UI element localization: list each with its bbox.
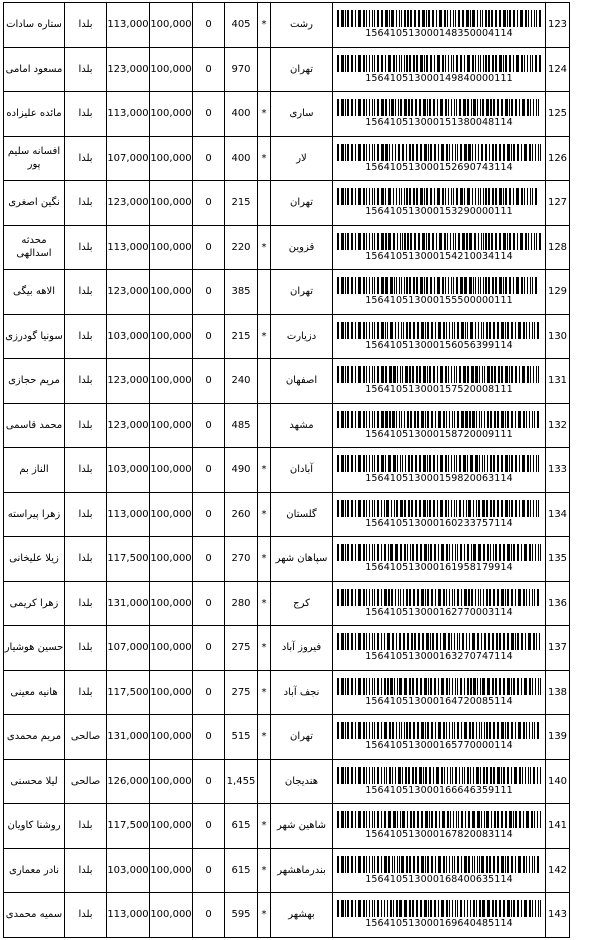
zero-value-cell: 0 xyxy=(193,848,225,893)
barcode-number: 156410513000159820063114 xyxy=(365,473,513,485)
barcode-cell xyxy=(333,804,546,849)
code-cell: 215 xyxy=(225,181,258,226)
table-row xyxy=(4,715,570,760)
base-amount-cell: 100,000 xyxy=(150,715,193,760)
mark-cell xyxy=(258,181,271,226)
barcode-image xyxy=(337,767,541,784)
base-amount-cell: 100,000 xyxy=(150,448,193,493)
base-amount-cell: 100,000 xyxy=(150,181,193,226)
base-amount-cell: 100,000 xyxy=(150,314,193,359)
barcode-cell xyxy=(333,448,546,493)
mark-cell: * xyxy=(258,92,271,137)
city-cell: تهران xyxy=(271,715,333,760)
table-row xyxy=(4,270,570,315)
barcode-number: 156410513000155500000111 xyxy=(365,295,513,307)
barcode-image xyxy=(337,411,541,428)
barcode-cell xyxy=(333,47,546,92)
mark-cell xyxy=(258,47,271,92)
barcode-number: 156410513000167820083114 xyxy=(365,829,513,841)
city-cell: فیروز آباد xyxy=(271,626,333,671)
carrier-cell: بلدا xyxy=(65,270,107,315)
mark-cell xyxy=(258,359,271,404)
mark-cell: * xyxy=(258,136,271,181)
mark-cell: * xyxy=(258,848,271,893)
total-amount-cell: 117,500 xyxy=(107,670,150,715)
zero-value-cell: 0 xyxy=(193,403,225,448)
barcode-image xyxy=(337,144,541,161)
zero-value-cell: 0 xyxy=(193,181,225,226)
row-number-cell: 129 xyxy=(546,270,570,315)
barcode-number: 156410513000154210034114 xyxy=(365,250,513,262)
table-row xyxy=(4,759,570,804)
barcode-number: 156410513000156056399114 xyxy=(365,339,513,351)
shipment-table xyxy=(3,2,570,938)
carrier-cell: بلدا xyxy=(65,893,107,938)
total-amount-cell: 123,000 xyxy=(107,47,150,92)
row-number-cell: 131 xyxy=(546,359,570,404)
barcode-number: 156410513000149840000111 xyxy=(365,72,513,84)
base-amount-cell: 100,000 xyxy=(150,47,193,92)
city-cell: تهران xyxy=(271,270,333,315)
barcode-number: 156410513000157520008111 xyxy=(365,384,513,396)
row-number-cell: 132 xyxy=(546,403,570,448)
carrier-cell: بلدا xyxy=(65,92,107,137)
row-number-cell: 124 xyxy=(546,47,570,92)
barcode-cell xyxy=(333,359,546,404)
mark-cell xyxy=(258,270,271,315)
code-cell: 215 xyxy=(225,314,258,359)
mark-cell: * xyxy=(258,3,271,48)
mark-cell: * xyxy=(258,448,271,493)
recipient-name-cell: لیلا محسنی xyxy=(4,759,65,804)
mark-cell: * xyxy=(258,626,271,671)
barcode-image xyxy=(337,678,541,695)
barcode-number: 156410513000166646359111 xyxy=(365,784,513,796)
table-row xyxy=(4,848,570,893)
code-cell: 385 xyxy=(225,270,258,315)
recipient-name-cell: مریم حجازی xyxy=(4,359,65,404)
code-cell: 275 xyxy=(225,626,258,671)
carrier-cell: بلدا xyxy=(65,848,107,893)
barcode-image xyxy=(337,856,541,873)
mark-cell: * xyxy=(258,314,271,359)
code-cell: 280 xyxy=(225,581,258,626)
table-row xyxy=(4,537,570,582)
zero-value-cell: 0 xyxy=(193,804,225,849)
recipient-name-cell: زیلا علیخانی xyxy=(4,537,65,582)
total-amount-cell: 107,000 xyxy=(107,626,150,671)
zero-value-cell: 0 xyxy=(193,537,225,582)
city-cell: آبادان xyxy=(271,448,333,493)
zero-value-cell: 0 xyxy=(193,136,225,181)
base-amount-cell: 100,000 xyxy=(150,848,193,893)
total-amount-cell: 113,000 xyxy=(107,92,150,137)
barcode-cell xyxy=(333,670,546,715)
base-amount-cell: 100,000 xyxy=(150,136,193,181)
table-row xyxy=(4,225,570,270)
barcode-image xyxy=(337,277,541,294)
zero-value-cell: 0 xyxy=(193,626,225,671)
city-cell: هندیجان xyxy=(271,759,333,804)
base-amount-cell: 100,000 xyxy=(150,670,193,715)
base-amount-cell: 100,000 xyxy=(150,893,193,938)
code-cell: 405 xyxy=(225,3,258,48)
zero-value-cell: 0 xyxy=(193,715,225,760)
mark-cell: * xyxy=(258,581,271,626)
barcode-number: 156410513000169640485114 xyxy=(365,918,513,930)
code-cell: 400 xyxy=(225,92,258,137)
table-row xyxy=(4,136,570,181)
zero-value-cell: 0 xyxy=(193,492,225,537)
city-cell: نجف آباد xyxy=(271,670,333,715)
recipient-name-cell: روشنا کاویان xyxy=(4,804,65,849)
barcode-image xyxy=(337,322,541,339)
recipient-name-cell: الناز بم xyxy=(4,448,65,493)
row-number-cell: 126 xyxy=(546,136,570,181)
barcode-cell xyxy=(333,225,546,270)
carrier-cell: بلدا xyxy=(65,670,107,715)
recipient-name-cell: زهرا پیراسته xyxy=(4,492,65,537)
city-cell: تهران xyxy=(271,47,333,92)
barcode-image xyxy=(337,55,541,72)
carrier-cell: بلدا xyxy=(65,403,107,448)
barcode-cell xyxy=(333,92,546,137)
carrier-cell: بلدا xyxy=(65,3,107,48)
base-amount-cell: 100,000 xyxy=(150,492,193,537)
barcode-image xyxy=(337,722,541,739)
zero-value-cell: 0 xyxy=(193,670,225,715)
barcode-number: 156410513000153290000111 xyxy=(365,206,513,218)
barcode-cell xyxy=(333,537,546,582)
barcode-number: 156410513000168400635114 xyxy=(365,873,513,885)
total-amount-cell: 126,000 xyxy=(107,759,150,804)
total-amount-cell: 131,000 xyxy=(107,715,150,760)
table-row xyxy=(4,670,570,715)
recipient-name-cell: افسانه سلیم پور xyxy=(4,136,65,181)
base-amount-cell: 100,000 xyxy=(150,581,193,626)
total-amount-cell: 113,000 xyxy=(107,225,150,270)
city-cell: کرج xyxy=(271,581,333,626)
mark-cell: * xyxy=(258,225,271,270)
mark-cell xyxy=(258,759,271,804)
row-number-cell: 141 xyxy=(546,804,570,849)
code-cell: 485 xyxy=(225,403,258,448)
table-row xyxy=(4,626,570,671)
recipient-name-cell: مائده علیزاده xyxy=(4,92,65,137)
barcode-number: 156410513000165770000114 xyxy=(365,740,513,752)
barcode-image xyxy=(337,544,541,561)
city-cell: قزوین xyxy=(271,225,333,270)
barcode-image xyxy=(337,633,541,650)
code-cell: 595 xyxy=(225,893,258,938)
row-number-cell: 128 xyxy=(546,225,570,270)
zero-value-cell: 0 xyxy=(193,92,225,137)
barcode-cell xyxy=(333,715,546,760)
recipient-name-cell: زهرا کریمی xyxy=(4,581,65,626)
zero-value-cell: 0 xyxy=(193,225,225,270)
row-number-cell: 136 xyxy=(546,581,570,626)
barcode-image xyxy=(337,233,541,250)
zero-value-cell: 0 xyxy=(193,270,225,315)
barcode-cell xyxy=(333,3,546,48)
recipient-name-cell: محمد قاسمی xyxy=(4,403,65,448)
carrier-cell: بلدا xyxy=(65,181,107,226)
row-number-cell: 139 xyxy=(546,715,570,760)
recipient-name-cell: مریم محمدی xyxy=(4,715,65,760)
total-amount-cell: 123,000 xyxy=(107,403,150,448)
zero-value-cell: 0 xyxy=(193,448,225,493)
table-row xyxy=(4,92,570,137)
carrier-cell: بلدا xyxy=(65,581,107,626)
barcode-cell xyxy=(333,136,546,181)
table-row xyxy=(4,492,570,537)
row-number-cell: 134 xyxy=(546,492,570,537)
base-amount-cell: 100,000 xyxy=(150,403,193,448)
city-cell: دزیارت xyxy=(271,314,333,359)
city-cell: شاهین شهر xyxy=(271,804,333,849)
carrier-cell: بلدا xyxy=(65,314,107,359)
row-number-cell: 143 xyxy=(546,893,570,938)
mark-cell: * xyxy=(258,715,271,760)
carrier-cell: صالحی xyxy=(65,715,107,760)
code-cell: 970 xyxy=(225,47,258,92)
barcode-cell xyxy=(333,403,546,448)
zero-value-cell: 0 xyxy=(193,759,225,804)
total-amount-cell: 103,000 xyxy=(107,314,150,359)
city-cell: رشت xyxy=(271,3,333,48)
zero-value-cell: 0 xyxy=(193,3,225,48)
table-row xyxy=(4,448,570,493)
zero-value-cell: 0 xyxy=(193,359,225,404)
carrier-cell: بلدا xyxy=(65,626,107,671)
recipient-name-cell: سمیه محمدی xyxy=(4,893,65,938)
recipient-name-cell: نگین اصغری xyxy=(4,181,65,226)
row-number-cell: 130 xyxy=(546,314,570,359)
row-number-cell: 142 xyxy=(546,848,570,893)
code-cell: 615 xyxy=(225,804,258,849)
table-row xyxy=(4,403,570,448)
barcode-cell xyxy=(333,270,546,315)
table-row xyxy=(4,581,570,626)
row-number-cell: 123 xyxy=(546,3,570,48)
total-amount-cell: 123,000 xyxy=(107,359,150,404)
total-amount-cell: 113,000 xyxy=(107,893,150,938)
mark-cell: * xyxy=(258,893,271,938)
table-row xyxy=(4,47,570,92)
carrier-cell: بلدا xyxy=(65,136,107,181)
total-amount-cell: 123,000 xyxy=(107,270,150,315)
recipient-name-cell: نادر معماری xyxy=(4,848,65,893)
row-number-cell: 138 xyxy=(546,670,570,715)
barcode-number: 156410513000158720009111 xyxy=(365,428,513,440)
recipient-name-cell: سونیا گودرزی xyxy=(4,314,65,359)
barcode-number: 156410513000160233757114 xyxy=(365,517,513,529)
code-cell: 220 xyxy=(225,225,258,270)
barcode-image xyxy=(337,900,541,917)
carrier-cell: بلدا xyxy=(65,47,107,92)
barcode-cell xyxy=(333,314,546,359)
base-amount-cell: 100,000 xyxy=(150,3,193,48)
barcode-image xyxy=(337,811,541,828)
base-amount-cell: 100,000 xyxy=(150,92,193,137)
city-cell: تهران xyxy=(271,181,333,226)
zero-value-cell: 0 xyxy=(193,314,225,359)
barcode-image xyxy=(337,500,541,517)
city-cell: لار xyxy=(271,136,333,181)
barcode-image xyxy=(337,99,541,116)
code-cell: 515 xyxy=(225,715,258,760)
total-amount-cell: 103,000 xyxy=(107,848,150,893)
code-cell: 615 xyxy=(225,848,258,893)
code-cell: 490 xyxy=(225,448,258,493)
row-number-cell: 133 xyxy=(546,448,570,493)
barcode-image xyxy=(337,589,541,606)
table-row xyxy=(4,314,570,359)
recipient-name-cell: مسعود امامی xyxy=(4,47,65,92)
base-amount-cell: 100,000 xyxy=(150,626,193,671)
code-cell: 275 xyxy=(225,670,258,715)
carrier-cell: بلدا xyxy=(65,804,107,849)
zero-value-cell: 0 xyxy=(193,47,225,92)
barcode-cell xyxy=(333,759,546,804)
city-cell: سپاهان شهر xyxy=(271,537,333,582)
base-amount-cell: 100,000 xyxy=(150,759,193,804)
carrier-cell: بلدا xyxy=(65,359,107,404)
table-row xyxy=(4,181,570,226)
city-cell: بهشهر xyxy=(271,893,333,938)
barcode-cell xyxy=(333,181,546,226)
barcode-number: 156410513000164720085114 xyxy=(365,695,513,707)
table-row xyxy=(4,359,570,404)
recipient-name-cell: حسین هوشیار xyxy=(4,626,65,671)
city-cell: ساری xyxy=(271,92,333,137)
row-number-cell: 127 xyxy=(546,181,570,226)
city-cell: بندرماهشهر xyxy=(271,848,333,893)
barcode-cell xyxy=(333,492,546,537)
carrier-cell: بلدا xyxy=(65,492,107,537)
barcode-number: 156410513000148350004114 xyxy=(365,28,513,40)
recipient-name-cell: هانیه معینی xyxy=(4,670,65,715)
barcode-cell xyxy=(333,848,546,893)
base-amount-cell: 100,000 xyxy=(150,537,193,582)
table-row xyxy=(4,893,570,938)
base-amount-cell: 100,000 xyxy=(150,225,193,270)
barcode-number: 156410513000151380048114 xyxy=(365,117,513,129)
base-amount-cell: 100,000 xyxy=(150,359,193,404)
mark-cell xyxy=(258,403,271,448)
barcode-cell xyxy=(333,626,546,671)
carrier-cell: بلدا xyxy=(65,537,107,582)
recipient-name-cell: ستاره سادات xyxy=(4,3,65,48)
zero-value-cell: 0 xyxy=(193,893,225,938)
total-amount-cell: 113,000 xyxy=(107,3,150,48)
total-amount-cell: 107,000 xyxy=(107,136,150,181)
code-cell: 240 xyxy=(225,359,258,404)
mark-cell: * xyxy=(258,804,271,849)
code-cell: 1,455 xyxy=(225,759,258,804)
mark-cell: * xyxy=(258,537,271,582)
mark-cell: * xyxy=(258,492,271,537)
base-amount-cell: 100,000 xyxy=(150,804,193,849)
mark-cell: * xyxy=(258,670,271,715)
total-amount-cell: 113,000 xyxy=(107,492,150,537)
barcode-number: 156410513000152690743114 xyxy=(365,161,513,173)
barcode-image xyxy=(337,366,541,383)
table-row xyxy=(4,3,570,48)
recipient-name-cell: محدثه اسدالهی xyxy=(4,225,65,270)
total-amount-cell: 131,000 xyxy=(107,581,150,626)
zero-value-cell: 0 xyxy=(193,581,225,626)
row-number-cell: 140 xyxy=(546,759,570,804)
row-number-cell: 135 xyxy=(546,537,570,582)
city-cell: مشهد xyxy=(271,403,333,448)
code-cell: 270 xyxy=(225,537,258,582)
carrier-cell: بلدا xyxy=(65,225,107,270)
row-number-cell: 125 xyxy=(546,92,570,137)
table-row xyxy=(4,804,570,849)
barcode-cell xyxy=(333,893,546,938)
city-cell: اصفهان xyxy=(271,359,333,404)
carrier-cell: بلدا xyxy=(65,448,107,493)
base-amount-cell: 100,000 xyxy=(150,270,193,315)
barcode-number: 156410513000161958179914 xyxy=(365,562,513,574)
row-number-cell: 137 xyxy=(546,626,570,671)
city-cell: گلستان xyxy=(271,492,333,537)
code-cell: 400 xyxy=(225,136,258,181)
code-cell: 260 xyxy=(225,492,258,537)
barcode-number: 156410513000162770003114 xyxy=(365,606,513,618)
barcode-number: 156410513000163270747114 xyxy=(365,651,513,663)
barcode-image xyxy=(337,10,541,27)
total-amount-cell: 117,500 xyxy=(107,537,150,582)
total-amount-cell: 117,500 xyxy=(107,804,150,849)
total-amount-cell: 103,000 xyxy=(107,448,150,493)
total-amount-cell: 123,000 xyxy=(107,181,150,226)
barcode-image xyxy=(337,455,541,472)
barcode-image xyxy=(337,188,541,205)
barcode-cell xyxy=(333,581,546,626)
carrier-cell: صالحی xyxy=(65,759,107,804)
recipient-name-cell: الاهه بیگی xyxy=(4,270,65,315)
